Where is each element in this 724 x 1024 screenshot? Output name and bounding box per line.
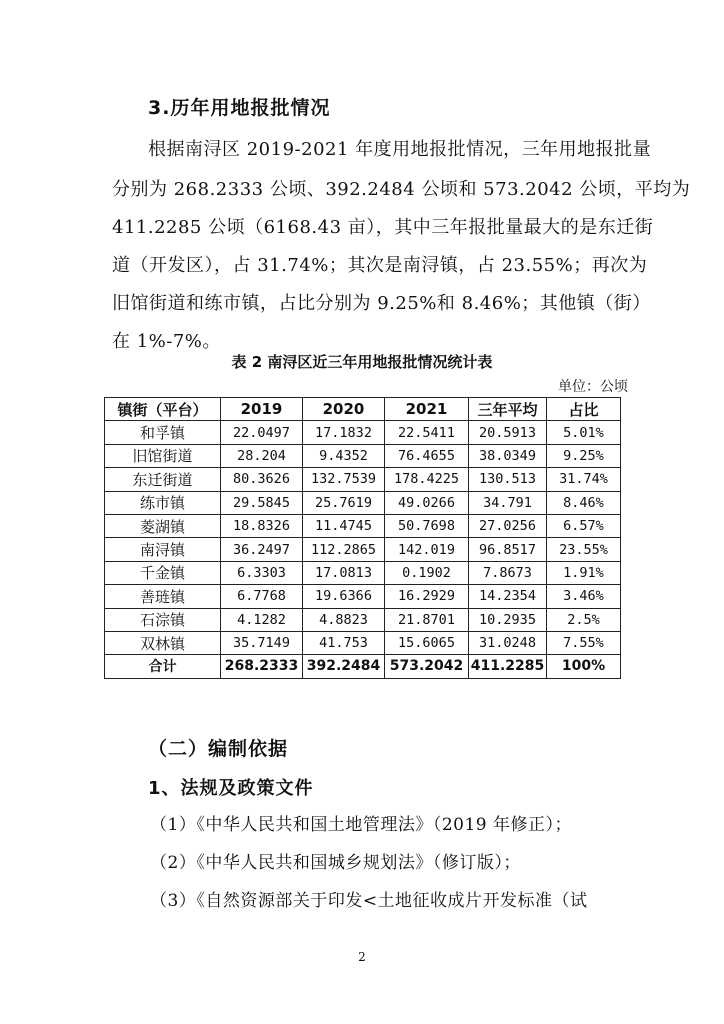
cell-town: 石淙镇 <box>105 608 221 631</box>
section-heading: 3.历年用地报批情况 <box>148 97 331 119</box>
cell-town: 菱湖镇 <box>105 514 221 537</box>
cell-2021: 76.4655 <box>385 444 469 467</box>
cell-2020: 112.2865 <box>303 538 385 561</box>
cell-2020: 132.7539 <box>303 468 385 491</box>
cell-2020: 11.4745 <box>303 514 385 537</box>
cell-2021: 22.5411 <box>385 421 469 444</box>
cell-2021: 142.019 <box>385 538 469 561</box>
cell-2021: 15.6065 <box>385 631 469 654</box>
page-number: 2 <box>358 950 366 964</box>
cell-share: 7.55% <box>547 631 621 654</box>
cell-2020: 4.8823 <box>303 608 385 631</box>
cell-2020: 25.7619 <box>303 491 385 514</box>
cell-town: 东迁街道 <box>105 468 221 491</box>
total-share: 100% <box>547 655 621 678</box>
cell-share: 23.55% <box>547 538 621 561</box>
cell-share: 3.46% <box>547 585 621 608</box>
paragraph-line: 根据南浔区 2019-2021 年度用地报批情况，三年用地报批量 <box>148 139 652 160</box>
cell-average: 14.2354 <box>469 585 547 608</box>
cell-2020: 17.1832 <box>303 421 385 444</box>
total-average: 411.2285 <box>469 655 547 678</box>
cell-2019: 29.5845 <box>221 491 303 514</box>
table-row <box>105 444 621 467</box>
cell-2021: 0.1902 <box>385 561 469 584</box>
cell-average: 34.791 <box>469 491 547 514</box>
header-2021: 2021 <box>385 398 469 421</box>
cell-2021: 16.2929 <box>385 585 469 608</box>
table-row <box>105 514 621 537</box>
header-2020: 2020 <box>303 398 385 421</box>
basis-heading: （二）编制依据 <box>148 738 289 760</box>
cell-2020: 19.6366 <box>303 585 385 608</box>
cell-2019: 4.1282 <box>221 608 303 631</box>
table-unit: 单位：公顷 <box>558 379 628 395</box>
regulations-heading: 1、法规及政策文件 <box>148 778 314 799</box>
header-share: 占比 <box>547 398 621 421</box>
cell-town: 旧馆街道 <box>105 444 221 467</box>
table-total-row <box>105 655 621 678</box>
total-label: 合计 <box>105 655 221 678</box>
cell-2019: 80.3626 <box>221 468 303 491</box>
header-2019: 2019 <box>221 398 303 421</box>
land-approval-table <box>104 397 621 679</box>
total-2019: 268.2333 <box>221 655 303 678</box>
cell-2019: 35.7149 <box>221 631 303 654</box>
cell-average: 10.2935 <box>469 608 547 631</box>
cell-share: 9.25% <box>547 444 621 467</box>
cell-2021: 21.8701 <box>385 608 469 631</box>
table-row <box>105 585 621 608</box>
cell-2021: 178.4225 <box>385 468 469 491</box>
cell-2021: 50.7698 <box>385 514 469 537</box>
cell-2020: 17.0813 <box>303 561 385 584</box>
cell-average: 96.8517 <box>469 538 547 561</box>
cell-2019: 6.7768 <box>221 585 303 608</box>
cell-average: 20.5913 <box>469 421 547 444</box>
paragraph-line: 411.2285 公顷（6168.43 亩），其中三年报批量最大的是东迁街 <box>112 217 654 238</box>
cell-town: 千金镇 <box>105 561 221 584</box>
table-row <box>105 631 621 654</box>
table-row <box>105 491 621 514</box>
cell-town: 练市镇 <box>105 491 221 514</box>
cell-2019: 28.204 <box>221 444 303 467</box>
header-town: 镇街（平台） <box>105 398 221 421</box>
cell-share: 31.74% <box>547 468 621 491</box>
table-row <box>105 538 621 561</box>
table-caption: 表 2 南浔区近三年用地报批情况统计表 <box>231 353 493 371</box>
cell-2019: 6.3303 <box>221 561 303 584</box>
cell-share: 1.91% <box>547 561 621 584</box>
table-header-row <box>105 398 621 421</box>
cell-2020: 9.4352 <box>303 444 385 467</box>
regulation-item: （1）《中华人民共和国土地管理法》（2019 年修正）； <box>150 815 572 835</box>
table-row <box>105 421 621 444</box>
cell-2019: 18.8326 <box>221 514 303 537</box>
cell-town: 善琏镇 <box>105 585 221 608</box>
cell-2021: 49.0266 <box>385 491 469 514</box>
cell-average: 130.513 <box>469 468 547 491</box>
cell-average: 38.0349 <box>469 444 547 467</box>
cell-share: 2.5% <box>547 608 621 631</box>
regulation-item: （2）《中华人民共和国城乡规划法》（修订版）； <box>150 853 521 873</box>
paragraph-line: 在 1%-7%。 <box>112 331 221 352</box>
total-2020: 392.2484 <box>303 655 385 678</box>
cell-share: 6.57% <box>547 514 621 537</box>
cell-2020: 41.753 <box>303 631 385 654</box>
table-row <box>105 561 621 584</box>
cell-town: 南浔镇 <box>105 538 221 561</box>
cell-share: 5.01% <box>547 421 621 444</box>
cell-average: 31.0248 <box>469 631 547 654</box>
header-average: 三年平均 <box>469 398 547 421</box>
cell-town: 双林镇 <box>105 631 221 654</box>
cell-town: 和孚镇 <box>105 421 221 444</box>
paragraph-line: 旧馆街道和练市镇，占比分别为 9.25%和 8.46%；其他镇（街） <box>112 293 651 314</box>
cell-share: 8.46% <box>547 491 621 514</box>
cell-2019: 22.0497 <box>221 421 303 444</box>
table-row <box>105 468 621 491</box>
cell-average: 27.0256 <box>469 514 547 537</box>
total-2021: 573.2042 <box>385 655 469 678</box>
cell-2019: 36.2497 <box>221 538 303 561</box>
paragraph-line: 分别为 268.2333 公顷、392.2484 公顷和 573.2042 公顷，平均为 <box>112 179 691 200</box>
paragraph-line: 道（开发区），占 31.74%；其次是南浔镇，占 23.55%；再次为 <box>112 255 648 276</box>
table-row <box>105 608 621 631</box>
regulation-item: （3）《自然资源部关于印发<土地征收成片开发标准（试 <box>150 891 588 911</box>
cell-average: 7.8673 <box>469 561 547 584</box>
